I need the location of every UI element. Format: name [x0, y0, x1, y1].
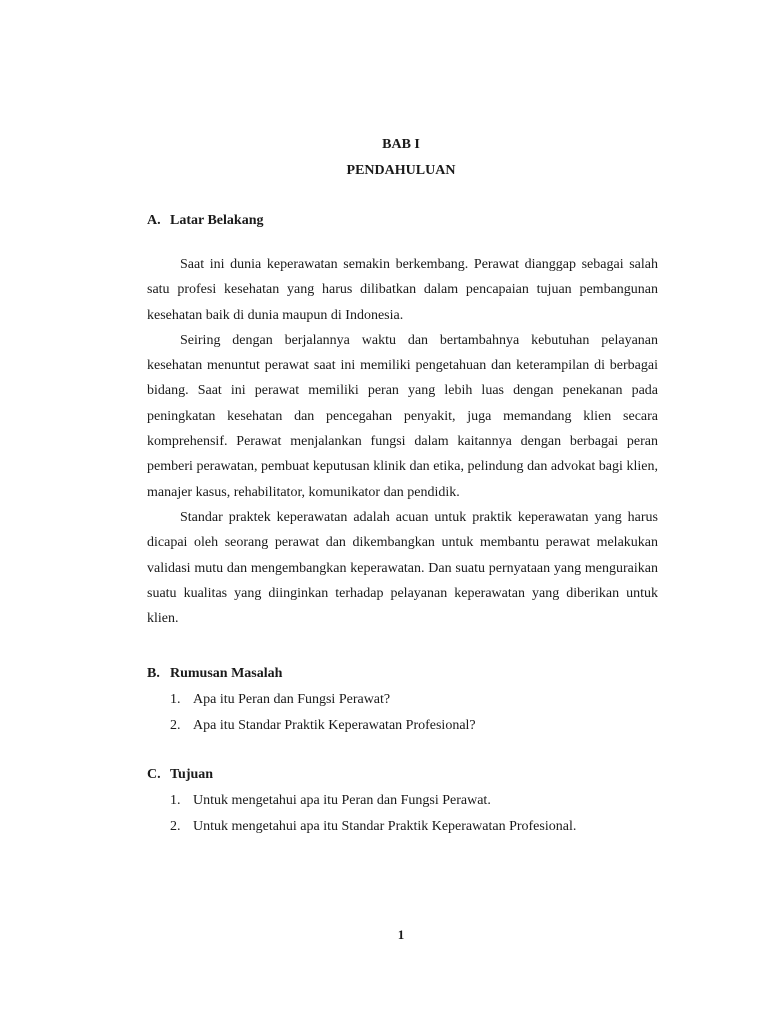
objective-list: [147, 788, 658, 840]
list-text: Apa itu Standar Praktik Keperawatan Profesional?: [193, 718, 476, 733]
section-title: Rumusan Masalah: [170, 666, 283, 681]
list-item: [147, 713, 658, 739]
paragraph: Standar praktek keperawatan adalah acuan untuk praktik keperawatan yang harus dicapai oleh seorang perawat dan dikembangkan untuk membantu perawat melakukan validasi mutu dan mengembangkan keperawatan. Dan suatu pernyataan yang menguraikan suatu kualitas yang diinginkan terhadap pelayanan keperawatan yang diberikan untuk klien.: [147, 509, 658, 627]
section-title: Tujuan: [170, 767, 214, 782]
section-tujuan: [147, 765, 658, 840]
list-item: [147, 687, 658, 713]
section-letter: B.: [147, 666, 160, 681]
paragraph: Saat ini dunia keperawatan semakin berkembang. Perawat dianggap sebagai salah satu profesi kesehatan yang harus dilibatkan dalam pencapaian tujuan pembangunan kesehatan baik di dunia maupun di Indonesia.: [147, 257, 658, 323]
page-number: 1: [397, 927, 405, 942]
section-rumusan-masalah: [147, 664, 658, 739]
section-heading: [147, 765, 658, 785]
list-number: 1.: [170, 692, 181, 707]
chapter-title: PENDAHULUAN: [346, 163, 456, 178]
list-number: 2.: [170, 718, 181, 733]
list-item: [147, 788, 658, 814]
list-text: Apa itu Peran dan Fungsi Perawat?: [193, 692, 391, 707]
paragraph: Seiring dengan berjalannya waktu dan bertambahnya kebutuhan pelayanan kesehatan menuntut perawat saat ini memiliki pengetahuan dan keterampilan di berbagai bidang. Saat ini perawat memiliki peran yang lebih luas dengan penekanan pada peningkatan kesehatan dan pencegahan penyakit, juga memandang klien secara komprehensif. Perawat menjalankan fungsi dalam kaitannya dengan berbagai peran pemberi perawatan, pembuat keputusan klinik dan etika, pelindung dan advokat bagi klien, manajer kasus, rehabilitator, komunikator dan pendidik.: [147, 332, 658, 500]
list-number: 2.: [170, 819, 181, 834]
list-text: Untuk mengetahui apa itu Peran dan Fungsi Perawat.: [193, 793, 491, 808]
problem-list: [147, 687, 658, 739]
list-item: [147, 814, 658, 840]
section-title: Latar Belakang: [170, 213, 264, 228]
section-latar-belakang: [147, 211, 658, 631]
list-text: Untuk mengetahui apa itu Standar Praktik Keperawatan Profesional.: [193, 819, 577, 834]
section-heading: [147, 211, 658, 231]
section-heading: [147, 664, 658, 684]
section-letter: A.: [147, 213, 161, 228]
section-letter: C.: [147, 767, 161, 782]
chapter-number: BAB I: [382, 137, 420, 152]
list-number: 1.: [170, 793, 181, 808]
